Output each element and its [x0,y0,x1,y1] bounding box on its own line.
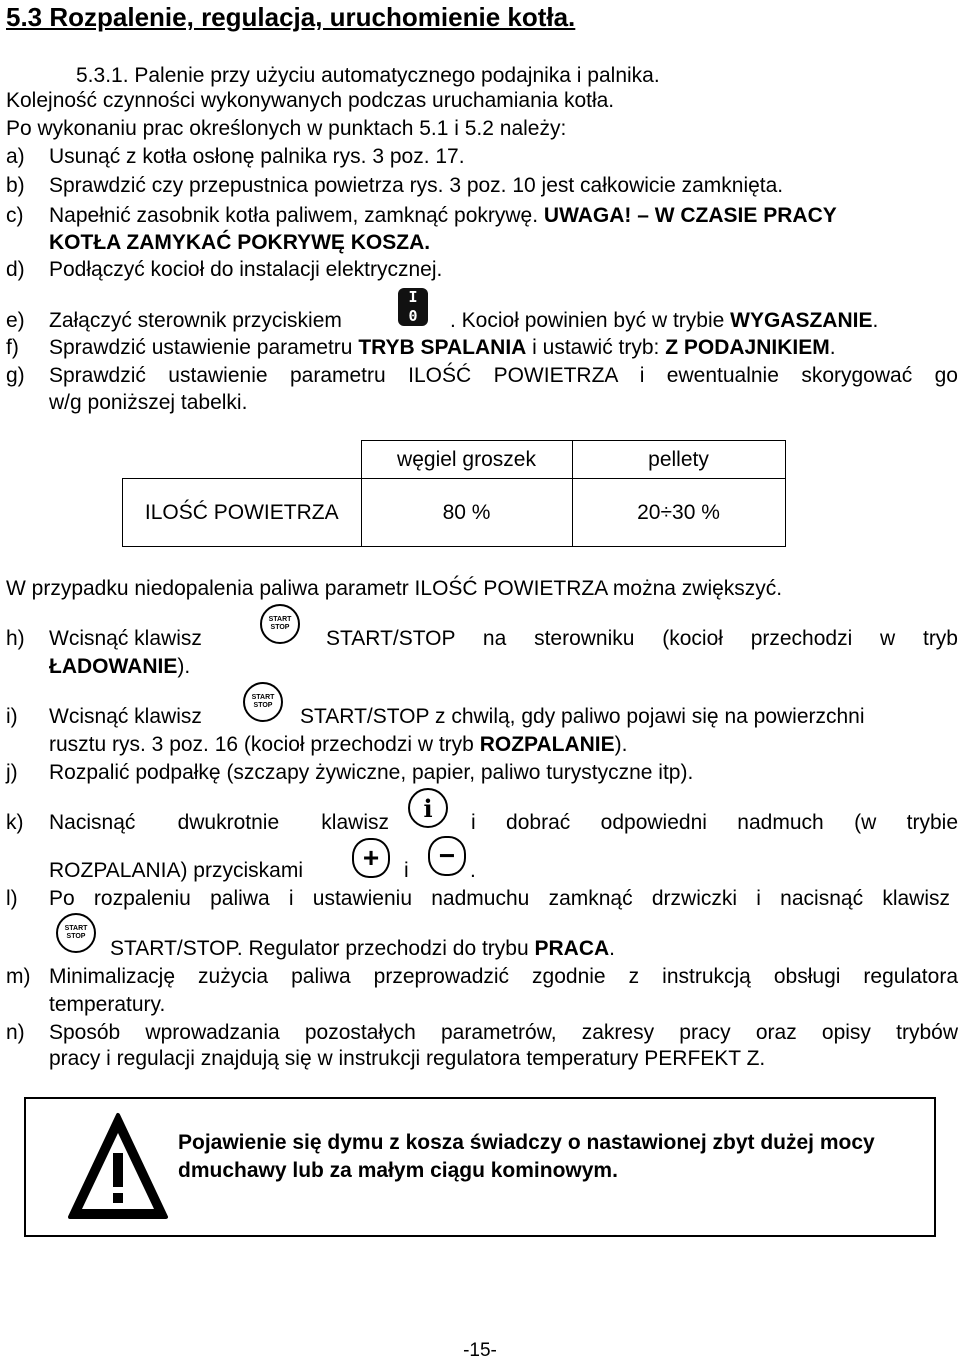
step-label: b) [6,174,25,197]
plus-glyph: + [362,842,380,873]
table-cell: 20÷30 % [572,479,785,547]
step-k-mid: i [404,859,409,882]
start-text: START [268,616,292,623]
step-text: Po rozpaleniu paliwa i ustawieniu nadmuchu zamknąć drzwiczki i nacisnąć klawisz [49,887,950,910]
mode-name: ŁADOWANIE [49,655,178,678]
step-text: Sposób wprowadzania pozostałych parametrów, zakresy pracy oraz opisy trybów [49,1021,958,1044]
stop-text: STOP [66,933,86,940]
table-corner [123,441,362,479]
stop-text: STOP [253,702,273,709]
step-text-pre: Załączyć sterownik przyciskiem [49,309,342,332]
step-text: Minimalizację zużycia paliwa przeprowadzić zgodnie z instrukcją obsługi regulatora [49,965,958,988]
page-number: -15- [463,1340,497,1361]
step-label: c) [6,204,24,227]
step-l-line2 [110,936,615,962]
param-name: TRYB SPALANIA [358,336,527,359]
step-text-pre: Wcisnąć klawisz [49,705,202,728]
step-label: n) [6,1021,25,1044]
step-label: a) [6,145,25,168]
start-stop-icon [56,913,96,953]
step-text-post: START/STOP na sterowniku (kocioł przechodzi w tryb [326,627,958,650]
mode-name: Z PODAJNIKIEM [665,336,830,359]
step-text: Sprawdzić ustawienie parametru ILOŚĆ POWIETRZA i ewentualnie skorygować go [49,364,958,387]
info-glyph: i [423,793,433,823]
step-text-mid: i ustawić tryb: [532,336,660,359]
step-label: g) [6,364,25,387]
step-text: rusztu rys. 3 poz. 16 (kocioł przechodzi w tryb [49,733,474,756]
step-label: h) [6,627,25,650]
step-end: . [470,859,476,882]
step-text: Podłączyć kocioł do instalacji elektrycznej. [49,258,443,281]
step-text [49,203,837,229]
minus-icon [428,836,466,876]
step-end: . [609,937,616,960]
step-text-pre: Wcisnąć klawisz [49,627,202,650]
warning-box [24,1097,936,1237]
start-stop-icon [260,604,300,644]
step-text-main: Napełnić zasobnik kotła paliwem, zamknąć pokrywę. [49,204,539,227]
step-text: START/STOP. Regulator przechodzi do trybu [110,937,529,960]
step-end: ). [614,733,628,756]
step-i-line2 [49,732,627,758]
step-label: f) [6,336,19,359]
step-text-pre: Sprawdzić ustawienie parametru [49,336,353,359]
step-c-line2 [49,230,430,256]
table-header: węgiel groszek [361,441,572,479]
warning-bold: UWAGA! – W CZASIE PRACY [543,204,837,227]
step-k-line2: ROZPALANIA) przyciskami [49,859,303,882]
info-icon [408,788,448,828]
table-row-label: ILOŚĆ POWIETRZA [123,479,362,547]
intro-line-1: Kolejność czynności wykonywanych podczas uruchamiania kotła. [6,89,615,112]
mode-name: PRACA [534,937,610,960]
start-text: START [251,694,275,701]
io-top: I [408,288,418,306]
warning-triangle-icon [66,1111,170,1223]
step-text-pre: Nacisnąć dwukrotnie klawisz [49,811,389,834]
step-label: l) [6,887,18,910]
step-text: Rozpalić podpałkę (szczapy żywiczne, papier, paliwo turystyczne itp). [49,761,694,784]
step-m-line2: temperatury. [49,993,166,1016]
stop-text: STOP [270,624,290,631]
table-cell: 80 % [361,479,572,547]
step-label: m) [6,965,31,988]
subsection-title: 5.3.1. Palenie przy użyciu automatycznego podajnika i palnika. [76,64,660,87]
step-g-line2: w/g poniższej tabelki. [49,391,248,414]
step-label: j) [6,761,18,784]
air-table [122,440,786,547]
start-text: START [64,925,88,932]
step-end: . [829,336,836,359]
minus-glyph: − [438,840,456,871]
air-note: W przypadku niedopalenia paliwa parametr ILOŚĆ POWIETRZA można zwiększyć. [6,577,783,600]
step-text-post: i dobrać odpowiedni nadmuch (w trybie [471,811,958,834]
table-header: pellety [572,441,785,479]
step-text-post: . Kocioł powinien być w trybie [450,309,725,332]
section-title: 5.3 Rozpalenie, regulacja, uruchomienie kotła. [6,2,576,32]
plus-icon [352,838,390,878]
mode-name: WYGASZANIE [730,309,873,332]
power-io-icon [398,288,428,326]
step-h-line2 [49,654,190,680]
warning-bold-2: KOTŁA ZAMYKAĆ POKRYWĘ KOSZA. [49,231,431,254]
step-label: d) [6,258,25,281]
intro-line-2: Po wykonaniu prac określonych w punktach 5.1 i 5.2 należy: [6,117,567,140]
step-text-post: START/STOP z chwilą, gdy paliwo pojawi się na powierzchni [300,705,865,728]
mode-name: ROZPALANIE [479,733,615,756]
step-label: k) [6,811,24,834]
step-text: Sprawdzić czy przepustnica powietrza rys. 3 poz. 10 jest całkowicie zamknięta. [49,174,784,197]
start-stop-icon [243,682,283,722]
step-end: . [872,309,879,332]
step-text: Usunąć z kotła osłonę palnika rys. 3 poz. 17. [49,145,465,168]
step-label: e) [6,309,25,332]
step-end: ). [177,655,191,678]
io-bottom: 0 [408,307,418,325]
warning-text: Pojawienie się dymu z kosza świadczy o nastawionej zbyt dużej mocy dmuchawy lub za małym ciągu kominowym. [178,1131,875,1182]
step-label: i) [6,705,18,728]
step-n-line2: pracy i regulacji znajdują się w instrukcji regulatora temperatury PERFEKT Z. [49,1047,766,1070]
